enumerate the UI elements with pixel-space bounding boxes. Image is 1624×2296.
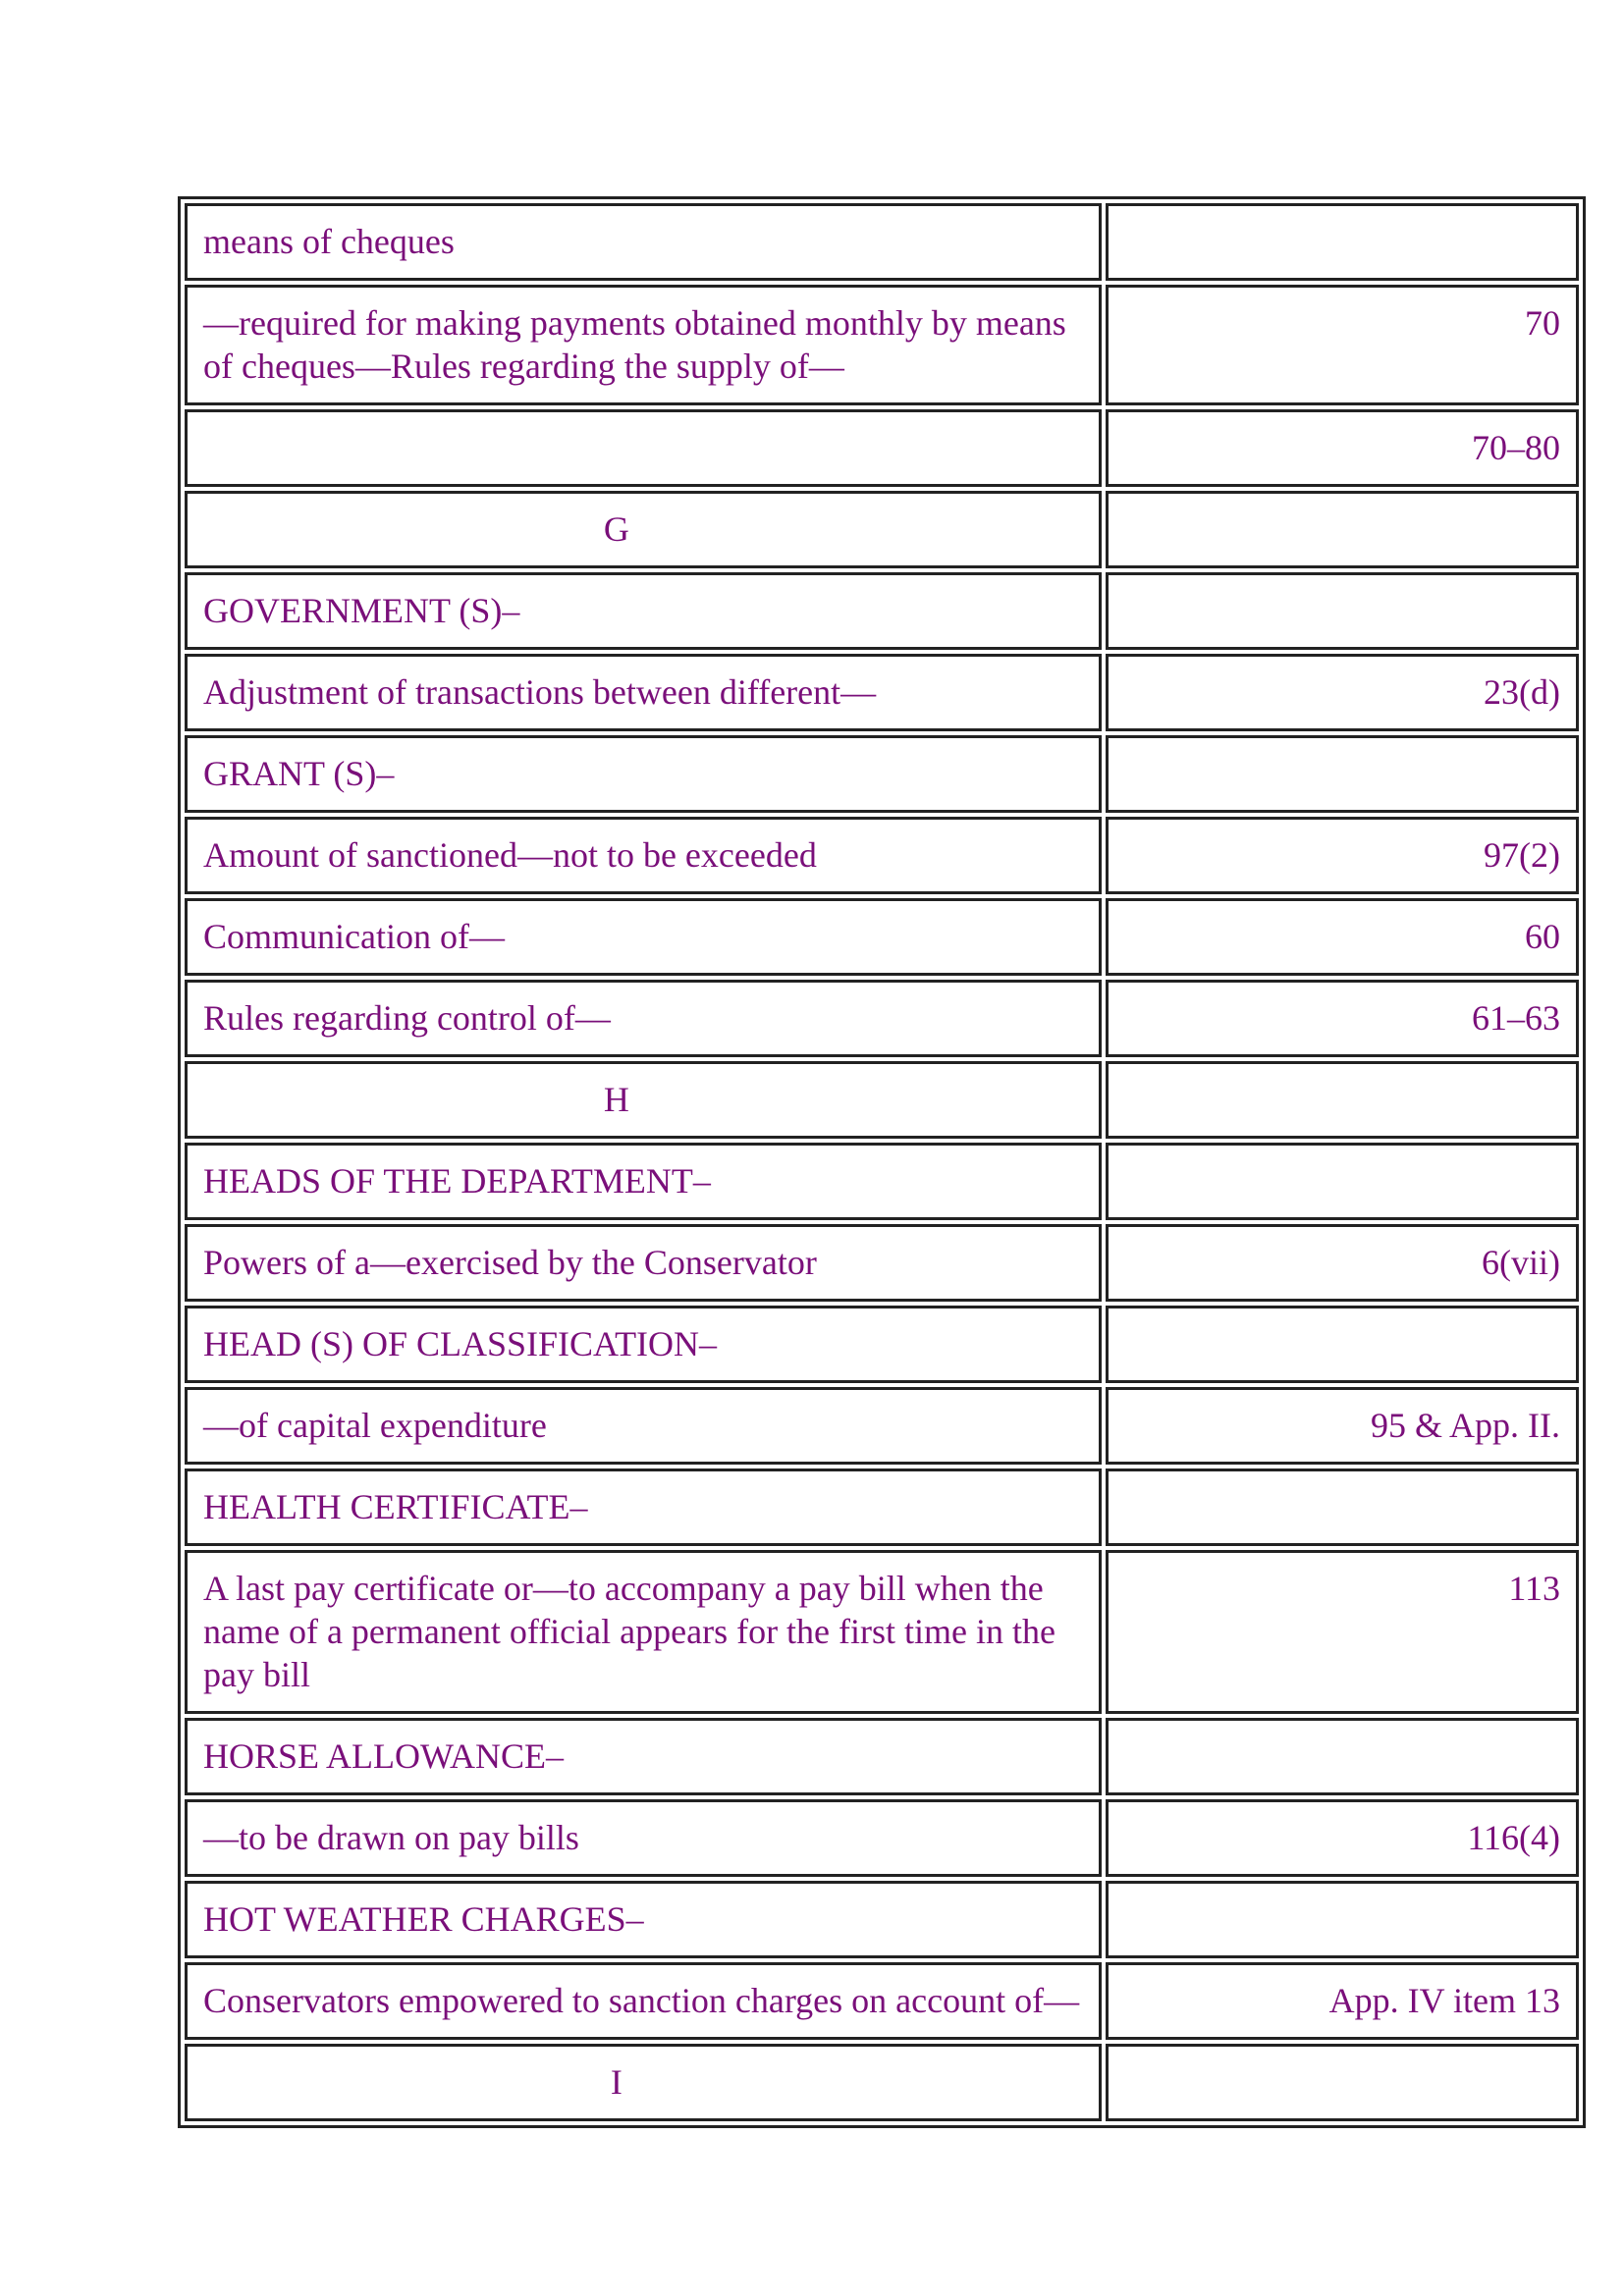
index-reference: 60 <box>1106 898 1579 976</box>
index-term: —required for making payments obtained monthly by means of cheques—Rules regarding the supply of— <box>185 285 1102 405</box>
index-reference <box>1106 491 1579 568</box>
index-term: Amount of sanctioned—not to be exceeded <box>185 817 1102 894</box>
index-reference: App. IV item 13 <box>1106 1962 1579 2040</box>
index-reference: 95 & App. II. <box>1106 1387 1579 1465</box>
table-row <box>185 1143 1579 1220</box>
index-term: —to be drawn on pay bills <box>185 1799 1102 1877</box>
index-term: Communication of— <box>185 898 1102 976</box>
index-heading: GRANT (S)– <box>185 735 1102 813</box>
table-row <box>185 817 1579 894</box>
table-row <box>185 203 1579 281</box>
table-row <box>185 1718 1579 1795</box>
index-heading: HOT WEATHER CHARGES– <box>185 1881 1102 1958</box>
index-term: —of capital expenditure <box>185 1387 1102 1465</box>
index-heading: HEAD (S) OF CLASSIFICATION– <box>185 1306 1102 1383</box>
index-reference <box>1106 1468 1579 1546</box>
index-term: Adjustment of transactions between different— <box>185 654 1102 731</box>
table-row <box>185 1962 1579 2040</box>
table-row <box>185 1061 1579 1139</box>
table-row <box>185 572 1579 650</box>
index-term: A last pay certificate or—to accompany a pay bill when the name of a permanent official appears for the first time in the pay bill <box>185 1550 1102 1714</box>
table-row <box>185 285 1579 405</box>
index-reference <box>1106 1061 1579 1139</box>
index-table <box>178 196 1586 2128</box>
index-reference <box>1106 735 1579 813</box>
index-reference: 70 <box>1106 285 1579 405</box>
index-heading: HORSE ALLOWANCE– <box>185 1718 1102 1795</box>
section-letter: H <box>185 1061 1102 1139</box>
table-row <box>185 409 1579 487</box>
table-row <box>185 1468 1579 1546</box>
index-heading: HEALTH CERTIFICATE– <box>185 1468 1102 1546</box>
index-reference: 23(d) <box>1106 654 1579 731</box>
index-term: Conservators empowered to sanction charges on account of— <box>185 1962 1102 2040</box>
table-row <box>185 1881 1579 1958</box>
table-row <box>185 1306 1579 1383</box>
table-row <box>185 2044 1579 2121</box>
table-row <box>185 1387 1579 1465</box>
index-term: Rules regarding control of— <box>185 980 1102 1057</box>
index-reference <box>1106 2044 1579 2121</box>
index-reference <box>1106 1306 1579 1383</box>
table-row <box>185 491 1579 568</box>
table-row <box>185 1224 1579 1302</box>
table-row <box>185 898 1579 976</box>
section-letter: G <box>185 491 1102 568</box>
index-reference: 113 <box>1106 1550 1579 1714</box>
table-row <box>185 654 1579 731</box>
index-reference: 6(vii) <box>1106 1224 1579 1302</box>
index-reference: 70–80 <box>1106 409 1579 487</box>
index-term: Powers of a—exercised by the Conservator <box>185 1224 1102 1302</box>
table-row <box>185 980 1579 1057</box>
index-heading: HEADS OF THE DEPARTMENT– <box>185 1143 1102 1220</box>
index-term <box>185 409 1102 487</box>
index-reference <box>1106 203 1579 281</box>
index-heading: GOVERNMENT (S)– <box>185 572 1102 650</box>
section-letter: I <box>185 2044 1102 2121</box>
index-reference <box>1106 1718 1579 1795</box>
index-reference: 116(4) <box>1106 1799 1579 1877</box>
index-reference <box>1106 1881 1579 1958</box>
table-row <box>185 1550 1579 1714</box>
index-reference <box>1106 572 1579 650</box>
index-term: means of cheques <box>185 203 1102 281</box>
index-reference: 61–63 <box>1106 980 1579 1057</box>
index-reference <box>1106 1143 1579 1220</box>
table-row <box>185 1799 1579 1877</box>
index-reference: 97(2) <box>1106 817 1579 894</box>
table-row <box>185 735 1579 813</box>
